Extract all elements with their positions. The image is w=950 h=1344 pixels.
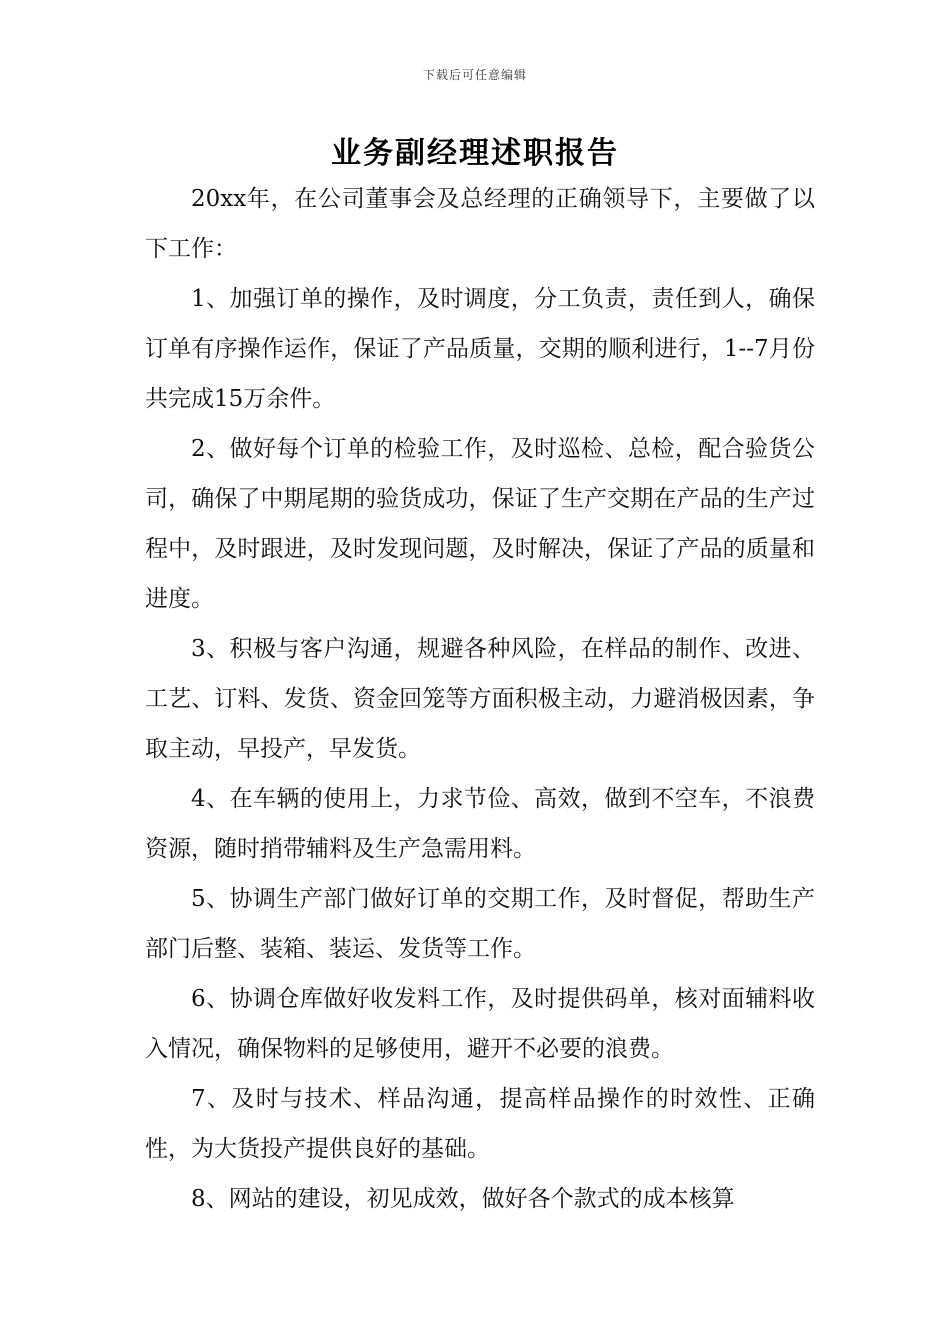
document-title: 业务副经理述职报告	[331, 136, 619, 171]
paragraph-item-4: 4、在车辆的使用上，力求节俭、高效，做到不空车，不浪费资源，随时捎带辅料及生产急需用料。	[145, 786, 815, 862]
paragraph-intro: 20xx年，在公司董事会及总经理的正确领导下，主要做了以下工作：	[145, 186, 815, 262]
paragraph-item-1: 1、加强订单的操作，及时调度，分工负责，责任到人，确保订单有序操作运作，保证了产品质量，交期的顺利进行，1--7月份共完成15万余件。	[145, 286, 815, 412]
paragraph-item-8: 8、网站的建设，初见成效，做好各个款式的成本核算	[191, 1186, 735, 1212]
paragraph-item-3: 3、积极与客户沟通，规避各种风险，在样品的制作、改进、工艺、订料、发货、资金回笼等方面积极主动，力避消极因素，争取主动，早投产，早发货。	[145, 636, 815, 762]
paragraph-item-7: 7、及时与技术、样品沟通，提高样品操作的时效性、正确性，为大货投产提供良好的基础。	[145, 1086, 815, 1162]
paragraph-item-6: 6、协调仓库做好收发料工作，及时提供码单，核对面辅料收入情况，确保物料的足够使用，避开不必要的浪费。	[145, 986, 815, 1062]
paragraph-item-5: 5、协调生产部门做好订单的交期工作，及时督促，帮助生产部门后整、装箱、装运、发货等工作。	[145, 886, 815, 962]
paragraph-item-2: 2、做好每个订单的检验工作，及时巡检、总检，配合验货公司，确保了中期尾期的验货成功，保证了生产交期在产品的生产过程中，及时跟进，及时发现问题，及时解决，保证了产品的质量和进度。	[145, 436, 815, 612]
document-body	[145, 174, 815, 1224]
header-note: 下载后可任意编辑	[422, 68, 527, 82]
